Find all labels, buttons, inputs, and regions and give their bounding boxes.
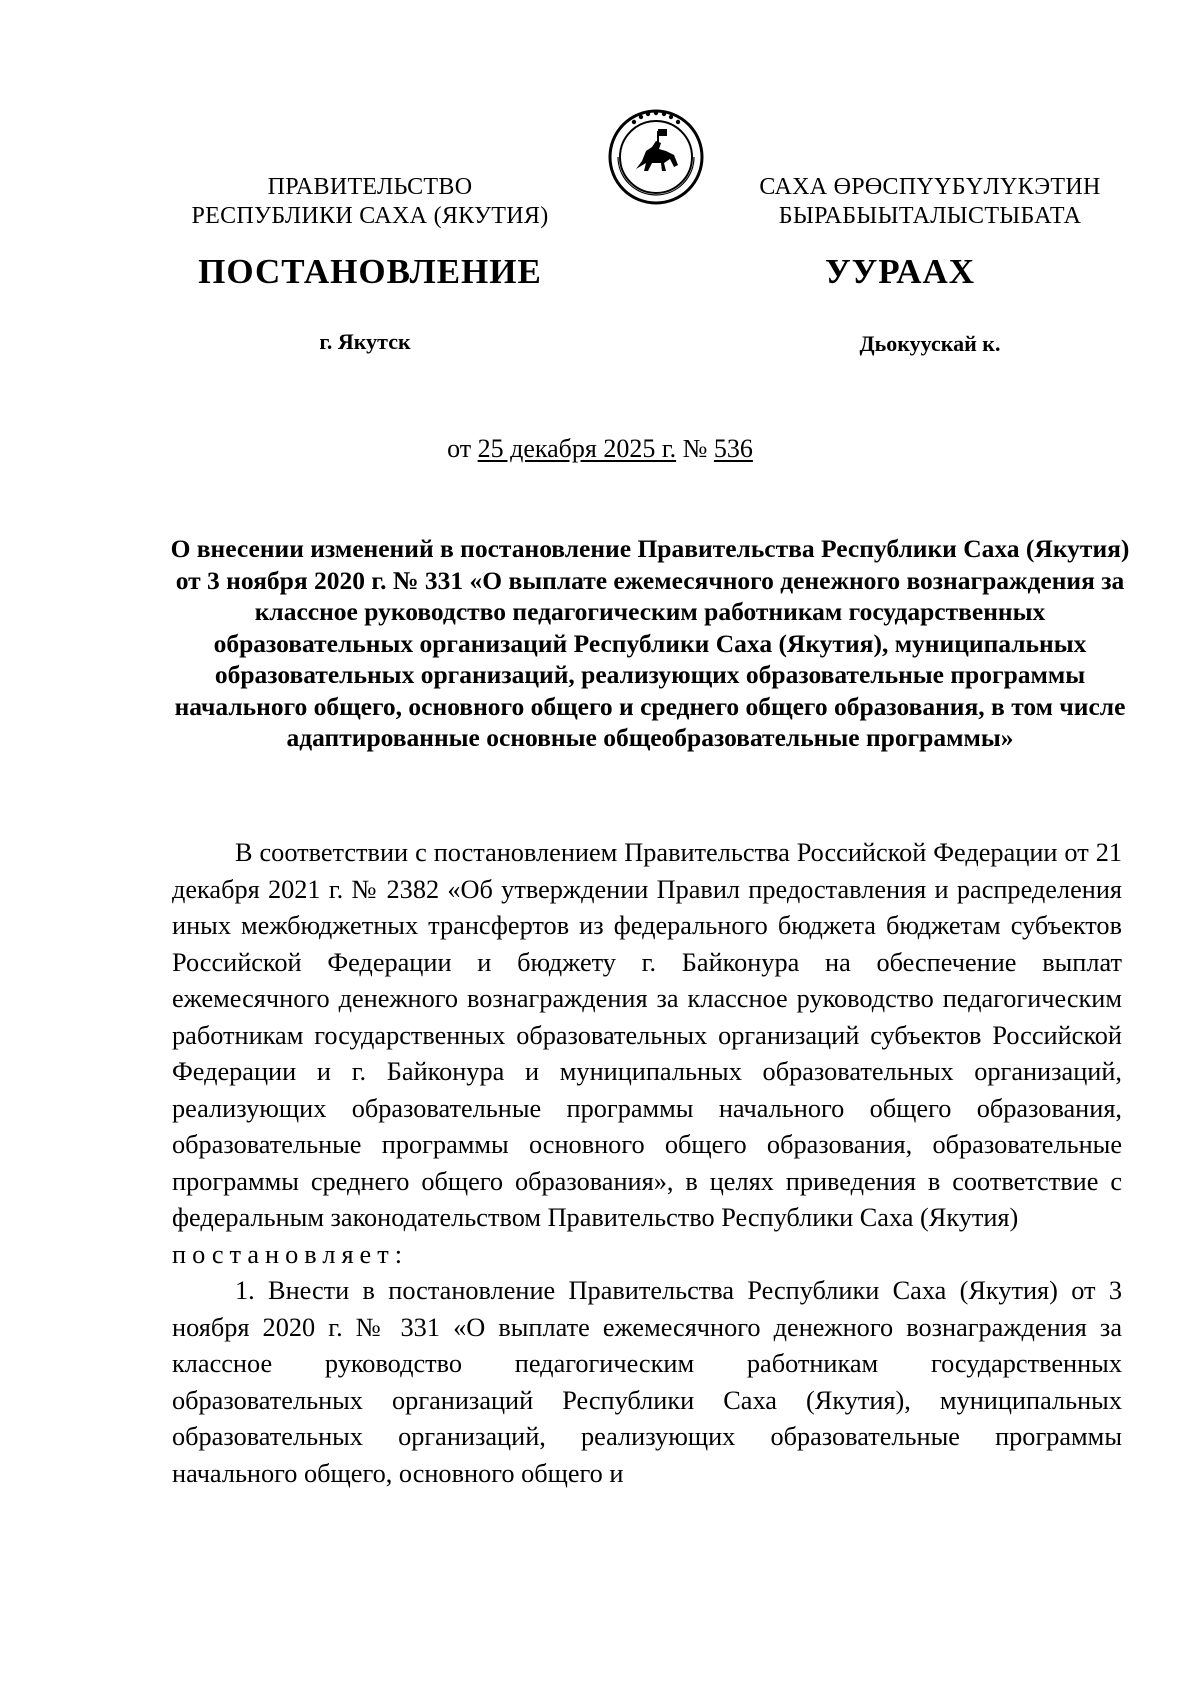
government-name-yakut-line1: САХА ӨРӨСПҮҮБҮЛҮКЭТИН <box>759 174 1101 200</box>
government-name-russian <box>180 173 560 231</box>
body-paragraph-item-1: 1. Внести в постановление Правительства Республики Саха (Якутия) от 3 ноября 2020 г. № 331 «О выплате ежемесячного денежного вознаграждения за классное руководство педагогическим работникам государственных образовательных организаций Республики Саха (Якутия), муниципальных образовательных организаций, реализующих образовательные программы начального общего, основного общего и <box>172 1276 1122 1488</box>
number-sign: № <box>676 434 714 463</box>
government-name-yakut-line2: БЫРАБЫЫТАЛЫСТЫБАТА <box>778 203 1082 229</box>
city-yakut: Дьокуускай к. <box>859 331 1001 356</box>
coat-of-arms-emblem-icon <box>606 107 706 207</box>
document-type-russian: ПОСТАНОВЛЕНИЕ <box>198 252 542 291</box>
body-paragraph-preamble: В соответствии с постановлением Правительства Российской Федерации от 21 декабря 2021 г. № 2382 «Об утверждении Правил предоставления и распределения иных межбюджетных трансфертов из федерального бюджета бюджетам субъектов Российской Федерации и бюджету г. Байконура на обеспечение выплат ежемесячного денежного вознаграждения за классное руководство педагогическим работникам государственных образовательных организаций субъектов Российской Федерации и г. Байконура и муниципальных образовательных организаций, реализующих образовательные программы начального общего образования, образовательные программы основного общего образования, образовательные программы среднего общего образования», в целях приведения в соответствие с федеральным законодательством Правительство Республики Саха (Якутия) <box>172 838 1122 1232</box>
city-russian: г. Якутск <box>319 329 411 354</box>
document-date-number <box>300 434 900 464</box>
document-number: 536 <box>713 434 753 463</box>
document-type-yakut: УУРААХ <box>824 252 976 291</box>
document-subject: О внесении изменений в постановление Правительства Республики Саха (Якутия) от 3 ноября 2020 г. № 331 «О выплате ежемесячного денежного вознаграждения за классное руководство педагогическим работникам государственных образовательных организаций Республики Саха (Якутия), муниципальных образовательных организаций, реализующих образовательные программы начального общего, основного общего и среднего общего образования, в том числе адаптированные основные общеобразовательные программы» <box>170 534 1130 752</box>
government-name-yakut <box>740 173 1120 231</box>
resolves-word: постановляет: <box>172 1239 409 1269</box>
date-prefix: от <box>447 434 478 463</box>
government-name-line2: РЕСПУБЛИКИ САХА (ЯКУТИЯ) <box>191 203 549 229</box>
government-name-line1: ПРАВИТЕЛЬСТВО <box>267 174 473 200</box>
document-date: 25 декабря 2025 г. <box>477 434 677 463</box>
document-body <box>172 835 1122 1492</box>
